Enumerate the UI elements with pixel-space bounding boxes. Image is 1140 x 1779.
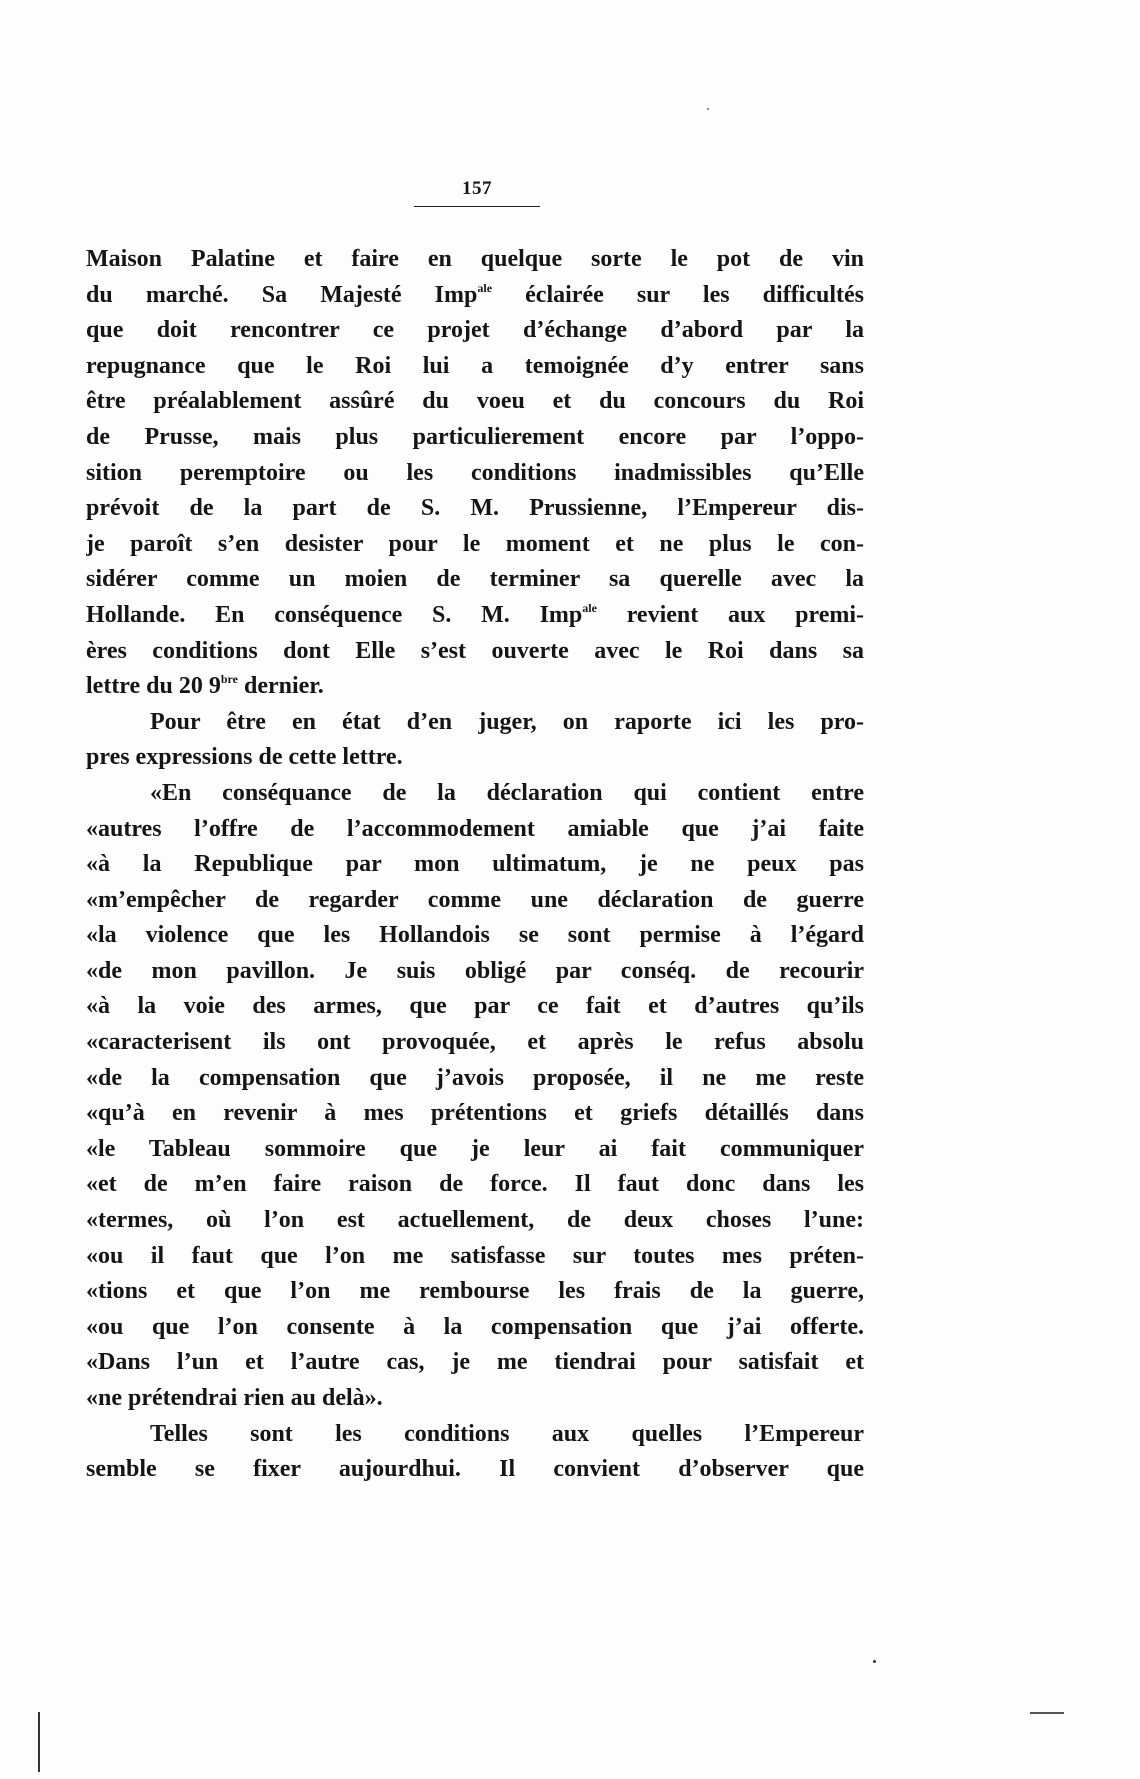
scan-mark <box>38 1712 40 1772</box>
page-number-rule <box>414 206 540 207</box>
text-line: repugnance que le Roi lui a temoignée d’y entrer sans <box>86 352 864 379</box>
page-number: 157 <box>462 178 492 199</box>
text-line: «ne prétendrai rien au delà». <box>86 1385 383 1411</box>
text-line: «caracterisent ils ont provoquée, et après le refus absolu <box>86 1029 864 1056</box>
text-line: «Dans l’un et l’autre cas, je me tiendrai pour satisfait et <box>86 1349 864 1376</box>
text-line: «tions et que l’on me rembourse les frais de la guerre, <box>86 1278 864 1305</box>
text-line: «de la compensation que j’avois proposée, il ne me reste <box>86 1064 864 1091</box>
text-line: «ou que l’on consente à la compensation que j’ai offerte. <box>86 1313 864 1340</box>
text-line: «et de m’en faire raison de force. Il faut donc dans les <box>86 1171 864 1198</box>
scan-mark <box>873 1660 876 1663</box>
text-line: «En conséquance de la déclaration qui contient entre <box>150 779 864 806</box>
text-line: «autres l’offre de l’accommodement amiable que j’ai faite <box>86 815 864 842</box>
text-line: Pour être en état d’en juger, on raporte ici les pro- <box>150 708 864 735</box>
text-line: lettre du 20 $9^{bre}$ dernier. <box>86 672 324 700</box>
text-line: sidérer comme un moien de terminer sa querelle avec la <box>86 566 864 593</box>
superscript: ale <box>582 600 597 615</box>
body-text <box>86 242 864 1488</box>
text-line: je paroît s’en desister pour le moment et ne plus le con- <box>86 530 864 557</box>
text-line: de Prusse, mais plus particulierement encore par l’oppo- <box>86 423 864 450</box>
scan-mark <box>1030 1712 1064 1714</box>
text-line: pres expressions de cette lettre. <box>86 744 403 771</box>
text-line: ères conditions dont Elle s’est ouverte avec le Roi dans sa <box>86 637 864 664</box>
text-line: «termes, où l’on est actuellement, de deux choses l’une: <box>86 1207 864 1234</box>
superscript: bre <box>220 672 238 687</box>
text-line: du marché. Sa Majesté Imp$^{ale}$ éclairée sur les difficultés <box>86 280 864 308</box>
text-line: prévoit de la part de S. M. Prussienne, l’Empereur dis- <box>86 495 864 522</box>
text-line: «ou il faut que l’on me satisfasse sur toutes mes préten- <box>86 1242 864 1269</box>
text-line: «de mon pavillon. Je suis obligé par conséq. de recourir <box>86 957 864 984</box>
text-line: être préalablement assûré du voeu et du concours du Roi <box>86 388 864 415</box>
text-line: «la violence que les Hollandois se sont permise à l’égard <box>86 922 864 949</box>
text-line: «m’empêcher de regarder comme une déclaration de guerre <box>86 886 864 913</box>
text-line: «qu’à en revenir à mes prétentions et griefs détaillés dans <box>86 1100 864 1127</box>
text-line: sition peremptoire ou les conditions inadmissibles qu’Elle <box>86 459 864 486</box>
text-line: «à la voie des armes, que par ce fait et d’autres qu’ils <box>86 993 864 1020</box>
text-line: Telles sont les conditions aux quelles l’Empereur <box>150 1420 864 1447</box>
text-line: semble se fixer aujourdhui. Il convient d’observer que <box>86 1456 864 1483</box>
text-line: Maison Palatine et faire en quelque sorte le pot de vin <box>86 246 864 272</box>
text-line: que doit rencontrer ce projet d’échange d’abord par la <box>86 317 864 344</box>
superscript: ale <box>477 280 493 295</box>
text-line: «à la Republique par mon ultimatum, je ne peux pas <box>86 851 864 878</box>
text-line: Hollande. En conséquence S. M. Imp$^{ale}$ revient aux premi- <box>86 600 864 628</box>
text-line: «le Tableau sommoire que je leur ai fait communiquer <box>86 1135 864 1162</box>
scan-mark <box>707 108 709 110</box>
